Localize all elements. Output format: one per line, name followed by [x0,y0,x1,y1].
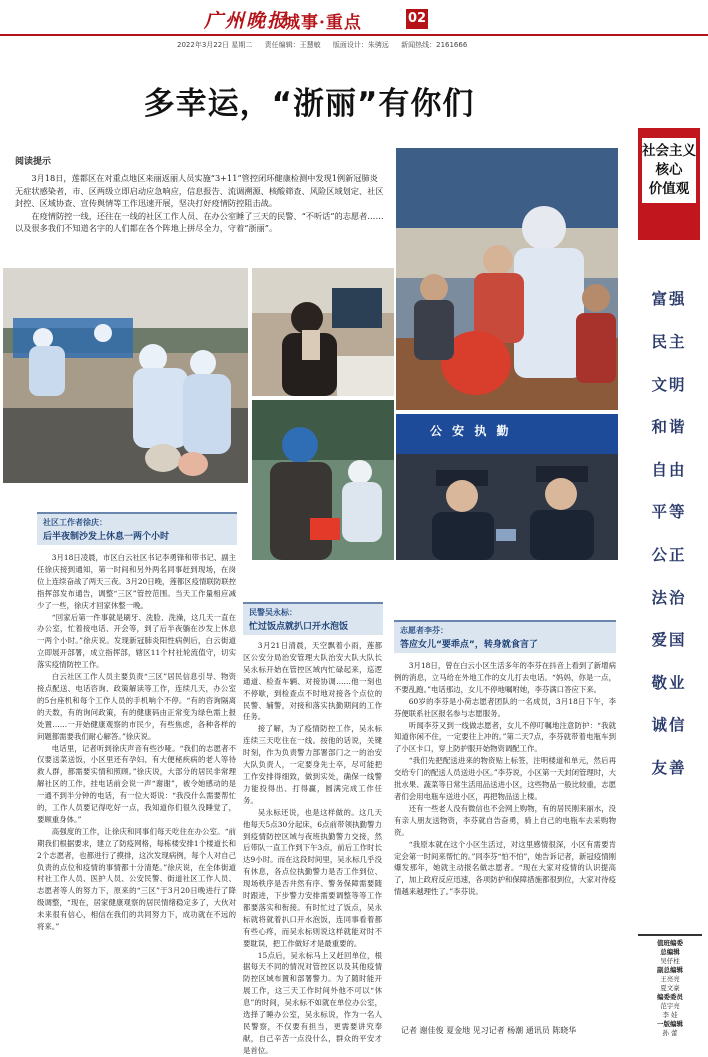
lead-paragraph: 3月18日，莲都区在对重点地区来丽返丽人员实施“3+11”管控闭环健康检测中发现1例新冠肺炎无症状感染者，市、区两级立即启动应急响应，信息报告、流调溯源、核酸筛查、风险区域划定、社区封控、区域协查、宣传舆情等工作迅速开展，坚决打好疫情防控阻击战。 [15,173,384,208]
meta-date: 2022年3月22日 星期二 [177,41,253,49]
side-title-line: 价值观 [648,181,690,197]
story2-kicker: 民警吴永标： [249,608,297,617]
editor-line: 王亮亮 [660,975,680,983]
story1-paragraph: “回家后第一件事就是刷牙、洗脸、洗澡，这几天一直在办公室，忙着接电话、开会等，到了后半夜躺在沙发上休息一两个小时。”徐庆说。发现新冠肺炎阳性病例后，白云街道立即展开部署，成立指挥部，辖区11个村社轮流值守，切实落实疫情防控工作。 [37,612,236,670]
story3-title: 答应女儿“要乖点”，转身就食言了 [400,640,538,650]
core-value: 自由 [651,461,687,479]
core-value: 爱国 [651,631,687,649]
story3-paragraph: 听闻李芬又到一线做志愿者，女儿不停叮嘱地注意防护：“我就知道你闲不住，一定要往上冲的。”第二天7点，李芬就带着电瓶车到了小区卡口，穿上防护服开始物资调配工作。 [394,720,616,754]
story3-paragraph: “我们先把配送进来的物资贴上标签，注明楼道和单元，然后再交给专门的配送人员送进小区。”李芬说，小区第一天封闭管理时，大批水果、蔬菜等日常生活用品送进小区，这些物品一般比较重，志愿者们会用电瓶车送进小区，再把物品送上楼。 [394,756,616,801]
story2-paragraph: 接了解，为了疫情防控工作，吴永标连续三天吃住在一线。按他的话说，关键时刻，作为负责警力部署部门之一的治安大队负责人，一定要身先士卒，尽可能把工作安排得细致，做到实处，确保一线警力能投得出、打得赢，圆满完成工作任务。 [243,724,382,805]
core-value: 民主 [651,333,687,351]
editor-line: 一版编辑 [657,1020,683,1028]
story1-paragraph: 电话里，记者听到徐庆声音有些沙哑。“我们的志愿者不仅要送菜送饭，小区里还有孕妇、有大便秘疾病的老人等待救人群，都需要实情和照顾。”徐庆说，大部分的居民非常理解社区的工作，挂电话前会说一声“谢谢”，被令她感动的是一通不到半分钟的电话，有一位大哥说：“我没什么需要帮忙的，工作人员要记得吃好一点，我知道你们很久没睡觉了，要顾重身体。” [37,743,236,824]
story3-paragraph: 60岁的李芬是小荷志愿者团队的一名成员，3月18日下午，李芬便联系社区报名参与志愿服务。 [394,696,616,718]
core-value: 敬业 [651,674,687,692]
side-title [642,138,696,203]
page-number: 02 [406,9,428,29]
side-title-line: 社会主义 [642,143,696,159]
story2-paragraph: 吴永标还说，也是这样做的。这几天他每天5点30分起床，6点前带领执勤警力到疫情防控区域与夜班执勤警力交接，然后带队一直工作到下午3点，前后工作时长达9小时。而在这段时间里，吴永标几乎没有休息，各点位执勤警力是否工作到位、现场秩序是否井然有序、警务保障需要随时跟进，下步警力安排需要调整等等工作都要落实和衔接。有时忙过了饭点，吴永标就将就着扒口开水泡饭，连同事看着都有些心疼，而吴永标则说这样就能对时不要耽误，把工作做好才是最重要的。 [243,807,382,948]
masthead-rule [0,34,708,36]
editor-line: 编委委员 [657,993,683,1001]
core-value: 公正 [651,546,687,564]
core-value: 法治 [651,589,687,607]
story2-header [243,602,383,635]
section-title: 城事·重点 [283,13,362,33]
story3-paragraph: 3月18日，曾在白云小区生活多年的李芬在抖音上看到了新增病例的消息，立马给在外地工作的女儿打去电话。“妈妈，你是一点，不要乱跑。”电话那边，女儿不停地嘱咐她，李芬满口答应下来。 [394,661,616,694]
photo-volunteer-delivery [252,400,394,560]
story2-title: 忙过饭点就扒口开水泡饭 [249,622,349,632]
story2-body [243,640,382,1055]
editor-line: 孙 蕾 [662,1029,678,1037]
core-value: 友善 [651,759,687,777]
lead-text [15,172,385,235]
story2-paragraph: 15点后，吴永标马上又赶回单位，根据每天不同的情况对管控区以及其他疫情防控区域布置和部署警力。为了随时能开展工作，这三天工作时间外他不可以“休息”的时间，吴永标不如就在单位办公室，选择了睡办公室，吴永标说，作为一名人民警察，不仅要有担当，更需要讲究奉献，自己辛苦一点没什么，群众的平安才是首位。 [243,950,382,1055]
photo-woman-desk [252,268,394,396]
editor-line: 范宇亮 [660,1002,680,1010]
photo-police [396,414,618,560]
photo-workers-protective [3,268,248,483]
core-value: 富强 [651,290,687,308]
headline: 多幸运，“浙丽”有你们 [143,86,475,122]
story1-title: 后半夜制沙发上休息一两个小时 [43,532,170,542]
page-meta [177,40,477,50]
story3-header [394,620,616,653]
meta-editor: 责任编辑：王慧敏 [264,41,321,49]
editor-line: 吴仔柱 [660,957,680,965]
story1-body [37,552,236,1022]
paper-name: 广州晚报 [204,10,289,32]
side-title-line: 核心 [655,162,683,178]
core-value: 文明 [651,376,687,394]
editor-line: 值班编委 [657,939,683,947]
editor-line: 李 娃 [662,1011,678,1019]
editor-line: 副总编辑 [657,966,683,974]
core-value: 平等 [651,503,687,521]
lead-paragraph: 在疫情防控一线，还往在一线的社区工作人员、在办公室睡了三天的民警、“不听话”的志愿者……以及很多我们不知道名字的人们都在各个阵地上拼尽全力，守着“浙丽”。 [15,210,384,233]
meta-designer: 版面设计：朱骋远 [332,41,389,49]
byline-credit: 记者 谢佳俊 夏金地 见习记者 杨潮 通讯员 陈晓华 [401,1026,577,1035]
editor-line: 总编辑 [660,948,680,956]
core-value: 诚信 [651,716,687,734]
story3-paragraph: “我原本就在这个小区生活过，对这里感情很深，小区有需要肯定会第一时间来帮忙的。”同李芬“怕不怕”，她告诉记者，新冠疫情刚爆发那年，她就主动报名做志愿者。“现在大家对疫情的认识提高了，加上政府反应迅速，各项防护和保障措施都很到位，大家对待疫情越来越理性了。”李芬说。 [394,839,616,897]
photo-label: 公 安 执 勤 [430,424,512,438]
story1-header [37,512,237,545]
story1-paragraph: 3月18日凌晨，市区白云社区书记李勇锋和带书记、副主任徐庆接到通知，第一时间和另外两名同事赶到现场，在岗位上连续奋战了两天三夜。3月20日晚，莲都区疫情联防联控指挥部发布通告，调整“三区”管控范围。当天工作量相应减少了一些，徐庆才回家休整一晚。 [37,553,236,610]
story2-paragraph: 3月21日清晨，天空飘着小雨，莲都区公安分局治安管理大队治安大队大队长吴永标开始在管控区域内忙碌起来，巡逻通道、检查车辆、对接协调……他一刻也不停歇，到检查点不时地对接各个点位的民警、辅警，对接和落实执勤期间的工作任务。 [243,641,382,722]
photo-volunteers-food [396,148,618,410]
story1-paragraph: 高强度的工作，让徐庆和同事们每天吃住在办公室。“前期我们根据要求，建立了防疫网格，每栋楼安排1个楼道长和2个志愿者，也都进行了摸排，这次发现病例，每个人对自己负责的点位和疫情的事情都十分清楚。”徐庆说，在全体街道村社工作人员、医护人员、公安民警、街道社区工作人员、志愿者等人的努力下，原来的“三区”于3月20日晚进行了降级调整，“现在，居家健康观察的居民情绪稳定多了，大伙对未来很有信心，相信在我们的共同努力下，成功就在不远的将来。” [37,826,236,932]
lead-tag: 阅读提示 [15,157,52,167]
story3-kicker: 志愿者李芬： [400,626,448,635]
story1-paragraph: 白云社区工作人员主要负责“三区”居民信息引导、物资接点配送、电话咨询、政策解读等工作，连续几天，办公室的5台座机和每个工作人员的手机响个不停。“有的咨询隔离的天数，有的询问政策，有的健康码由正常变为绿色需上报处置……一开始健康观察的市民少，有些焦虑，各种各样的问题都需要我们耐心解答。”徐庆说。 [37,672,236,741]
core-value: 和谐 [651,418,687,436]
meta-hotline: 新闻热线：2161666 [401,41,468,49]
editor-line: 夏文豪 [660,984,680,992]
story1-kicker: 社区工作者徐庆： [43,518,107,527]
story3-body [394,660,616,1020]
story3-paragraph: 还有一些老人没有微信也不会网上购物，有的居民刚来丽水，没有亲人朋友送物资，李芬就自告奋勇，骑上自己的电瓶车去采购物资。 [394,803,616,837]
